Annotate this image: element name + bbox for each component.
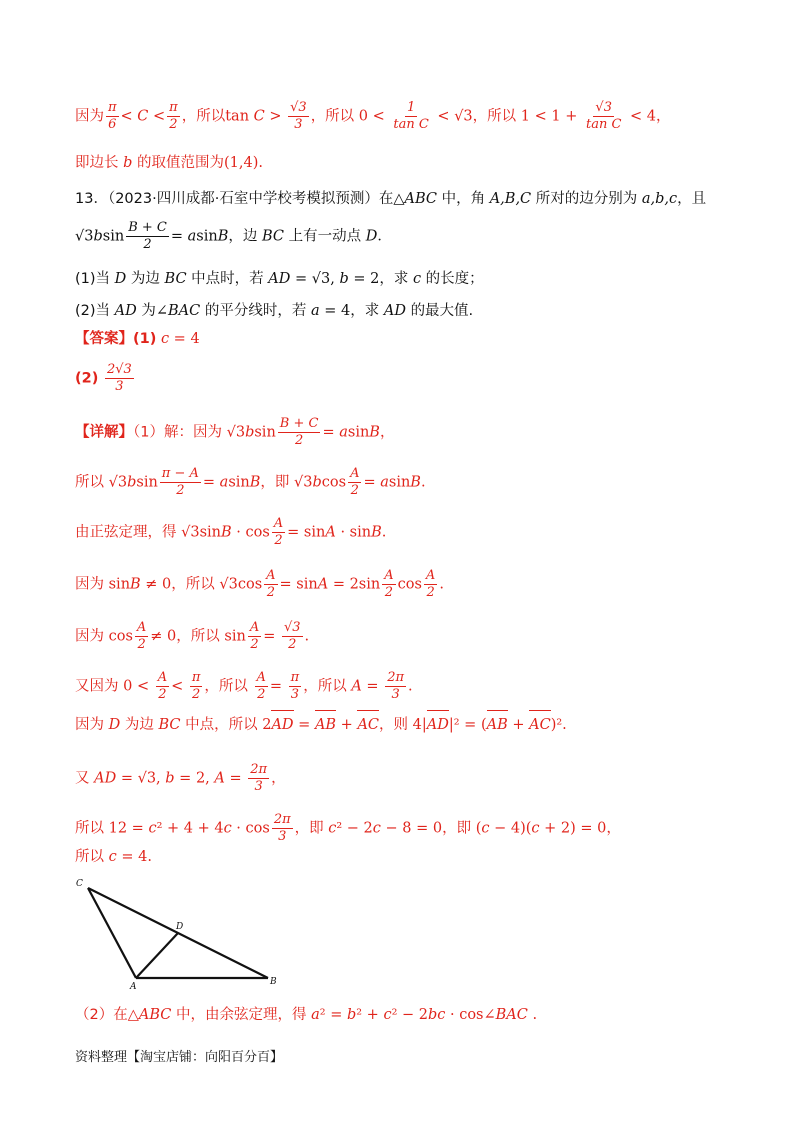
detail-line-3: 由正弦定理，得 √3sinB · cos $\frac{A}{2}$ = sinA · sinB. — [75, 516, 387, 548]
detail-line-7: 因为 D 为边 BC 中点，所以 2AD = AB + AC，则 4|AD|² = (AB + AC)². — [75, 714, 567, 736]
detail-line-6: 又因为 0 < $\frac{A}{2}$ < $\frac{\pi}{2}$ ，所以 $\frac{A}{2}$ = $\frac{\pi}{3}$ ，所以 A = $\frac{2\pi}{3}$ . — [75, 670, 413, 702]
problem-part-1: (1)当 D 为边 BC 中点时，若 AD = √3, b = 2，求 c 的长度； — [75, 271, 484, 287]
detail-line-4: 因为 sinB ≠ 0，所以 √3cos $\frac{A}{2}$ = sinA = 2sin $\frac{A}{2}$ cos $\frac{A}{2}$ . — [75, 568, 444, 600]
label-b: B — [270, 977, 277, 987]
detail-line-9: 所以 12 = c² + 4 + 4c · cos $\frac{2\pi}{3}$ ，即 c² − 2c − 8 = 0，即 (c − 4)(c + 2) = 0， — [75, 812, 621, 844]
solution-line-1: 因为 $\frac{\pi}{6}$ < C < $\frac{\pi}{2}$ ，所以tan C > $\frac{√3}{3}$ ，所以 0 < $\frac{1}{\text{tan C}}$ < √3，所以 1 < 1 + $\frac{√3}{\text{tan C}}$ < 4， — [75, 100, 671, 132]
detail-part2-line-1: （2）在△ABC 中，由余弦定理，得 a² = b² + c² − 2bc · cos∠BAC . — [75, 1007, 538, 1023]
label-d: D — [176, 922, 184, 932]
detail-line-1: 【详解】（1）解：因为 √3bsin $\frac{B + C}{2}$ = asinB， — [75, 416, 395, 448]
answer-line-2: (2) $\frac{2√3}{3}$ — [75, 362, 132, 394]
footer-source: 资料整理【淘宝店铺：向阳百分百】 — [75, 1050, 284, 1065]
answer-line-1: 【答案】(1) c = 4 — [75, 331, 200, 347]
detail-line-10: 所以 c = 4. — [75, 849, 152, 865]
detail-line-8: 又 AD = √3, b = 2, A = $\frac{2\pi}{3}$ ， — [75, 762, 286, 794]
detail-line-5: 因为 cos $\frac{A}{2}$ ≠ 0，所以 sin $\frac{A}{2}$ = $\frac{√3}{2}$ . — [75, 620, 310, 652]
label-a: A — [130, 982, 137, 992]
problem-13-line-2: √3bsin $\frac{B + C}{2}$ = asinB，边 BC 上有一动点 D． — [75, 220, 392, 252]
solution-line-2: 即边长 b 的取值范围为(1,4). — [75, 155, 263, 171]
problem-13-line-1: 13．（2023·四川成都·石室中学校考模拟预测）在△ABC 中，角 A,B,C 所对的边分别为 a,b,c，且 — [75, 191, 707, 207]
problem-part-2: (2)当 AD 为∠BAC 的平分线时，若 a = 4，求 AD 的最大值. — [75, 303, 474, 319]
detail-line-2: 所以 √3bsin $\frac{\pi - A}{2}$ = asinB，即 √3bcos $\frac{A}{2}$ = asinB. — [75, 466, 426, 498]
label-c: C — [76, 879, 83, 889]
triangle-figure — [70, 874, 290, 994]
